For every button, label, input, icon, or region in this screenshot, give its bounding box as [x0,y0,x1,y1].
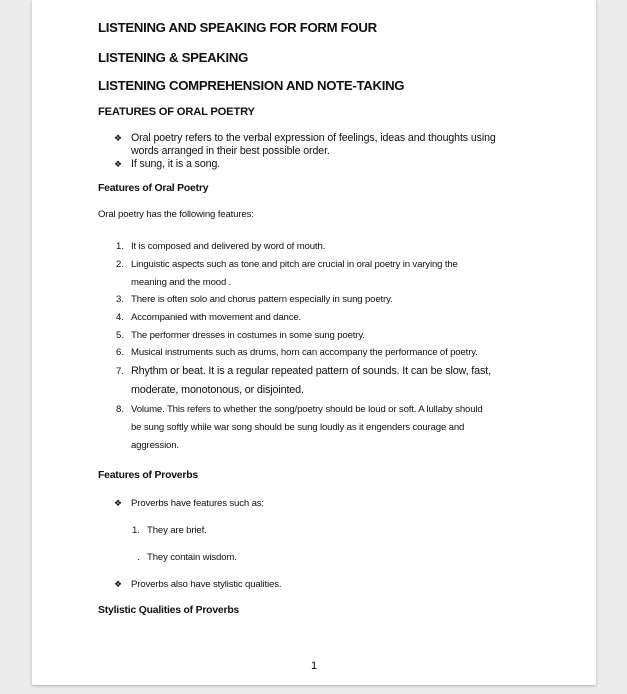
list-item-continuation: aggression. [131,440,179,451]
document-title: LISTENING AND SPEAKING FOR FORM FOUR [98,20,377,35]
list-item: There is often solo and chorus pattern especially in sung poetry. [131,294,393,305]
stylistic-qualities-heading: Stylistic Qualities of Proverbs [98,605,240,616]
list-item-continuation: meaning and the mood . [131,277,232,288]
page-number: 1 [310,660,318,672]
proverbs-bullet: Proverbs also have stylistic qualities. [131,579,282,590]
list-item: It is composed and delivered by word of mouth. [131,241,326,252]
list-item: They contain wisdom. [147,552,237,563]
list-item: Accompanied with movement and dance. [131,312,302,323]
list-number: 7. [115,366,124,377]
features-oral-subheading: Features of Oral Poetry [98,183,209,194]
list-item: The performer dresses in costumes in some sung poetry. [131,330,365,341]
list-number: 1. [131,525,140,536]
list-item: Volume. This refers to whether the song/poetry should be loud or soft. A lullaby should [131,404,483,415]
list-number: 8. [115,404,124,415]
proverbs-bullet: Proverbs have features such as: [131,498,264,509]
list-item: Linguistic aspects such as tone and pitch are crucial in oral poetry in varying the [131,259,458,270]
features-proverbs-heading: Features of Proverbs [98,470,198,481]
intro-bullet-line: If sung, it is a song. [131,158,221,170]
list-item-continuation: be sung softly while war song should be sung loudly as it engenders courage and [131,422,465,433]
list-item: Rhythm or beat. It is a regular repeated pattern of sounds. It can be slow, fast, [131,365,491,377]
list-number: 1. [115,241,124,252]
features-oral-heading: FEATURES OF ORAL POETRY [98,106,255,118]
list-number: 3. [115,294,124,305]
list-number: 6. [115,347,124,358]
intro-bullet-line: words arranged in their best possible order. [131,145,330,157]
diamond-bullet-icon: ❖ [114,159,123,169]
list-item: Musical instruments such as drums, horn can accompany the performance of poetry. [131,347,478,358]
oral-intro-text: Oral poetry has the following features: [98,209,254,220]
section-heading: LISTENING & SPEAKING [98,50,249,65]
list-number: 4. [115,312,124,323]
list-item: They are brief. [147,525,207,536]
diamond-bullet-icon: ❖ [114,579,123,589]
list-number: . [137,552,140,563]
list-number: 2. [115,259,124,270]
diamond-bullet-icon: ❖ [114,133,123,143]
document-page [32,0,596,685]
topic-heading: LISTENING COMPREHENSION AND NOTE-TAKING [98,78,405,93]
intro-bullet-line: Oral poetry refers to the verbal expression of feelings, ideas and thoughts using [131,132,496,144]
list-item-continuation: moderate, monotonous, or disjointed. [131,384,304,396]
list-number: 5. [115,330,124,341]
diamond-bullet-icon: ❖ [114,498,123,508]
